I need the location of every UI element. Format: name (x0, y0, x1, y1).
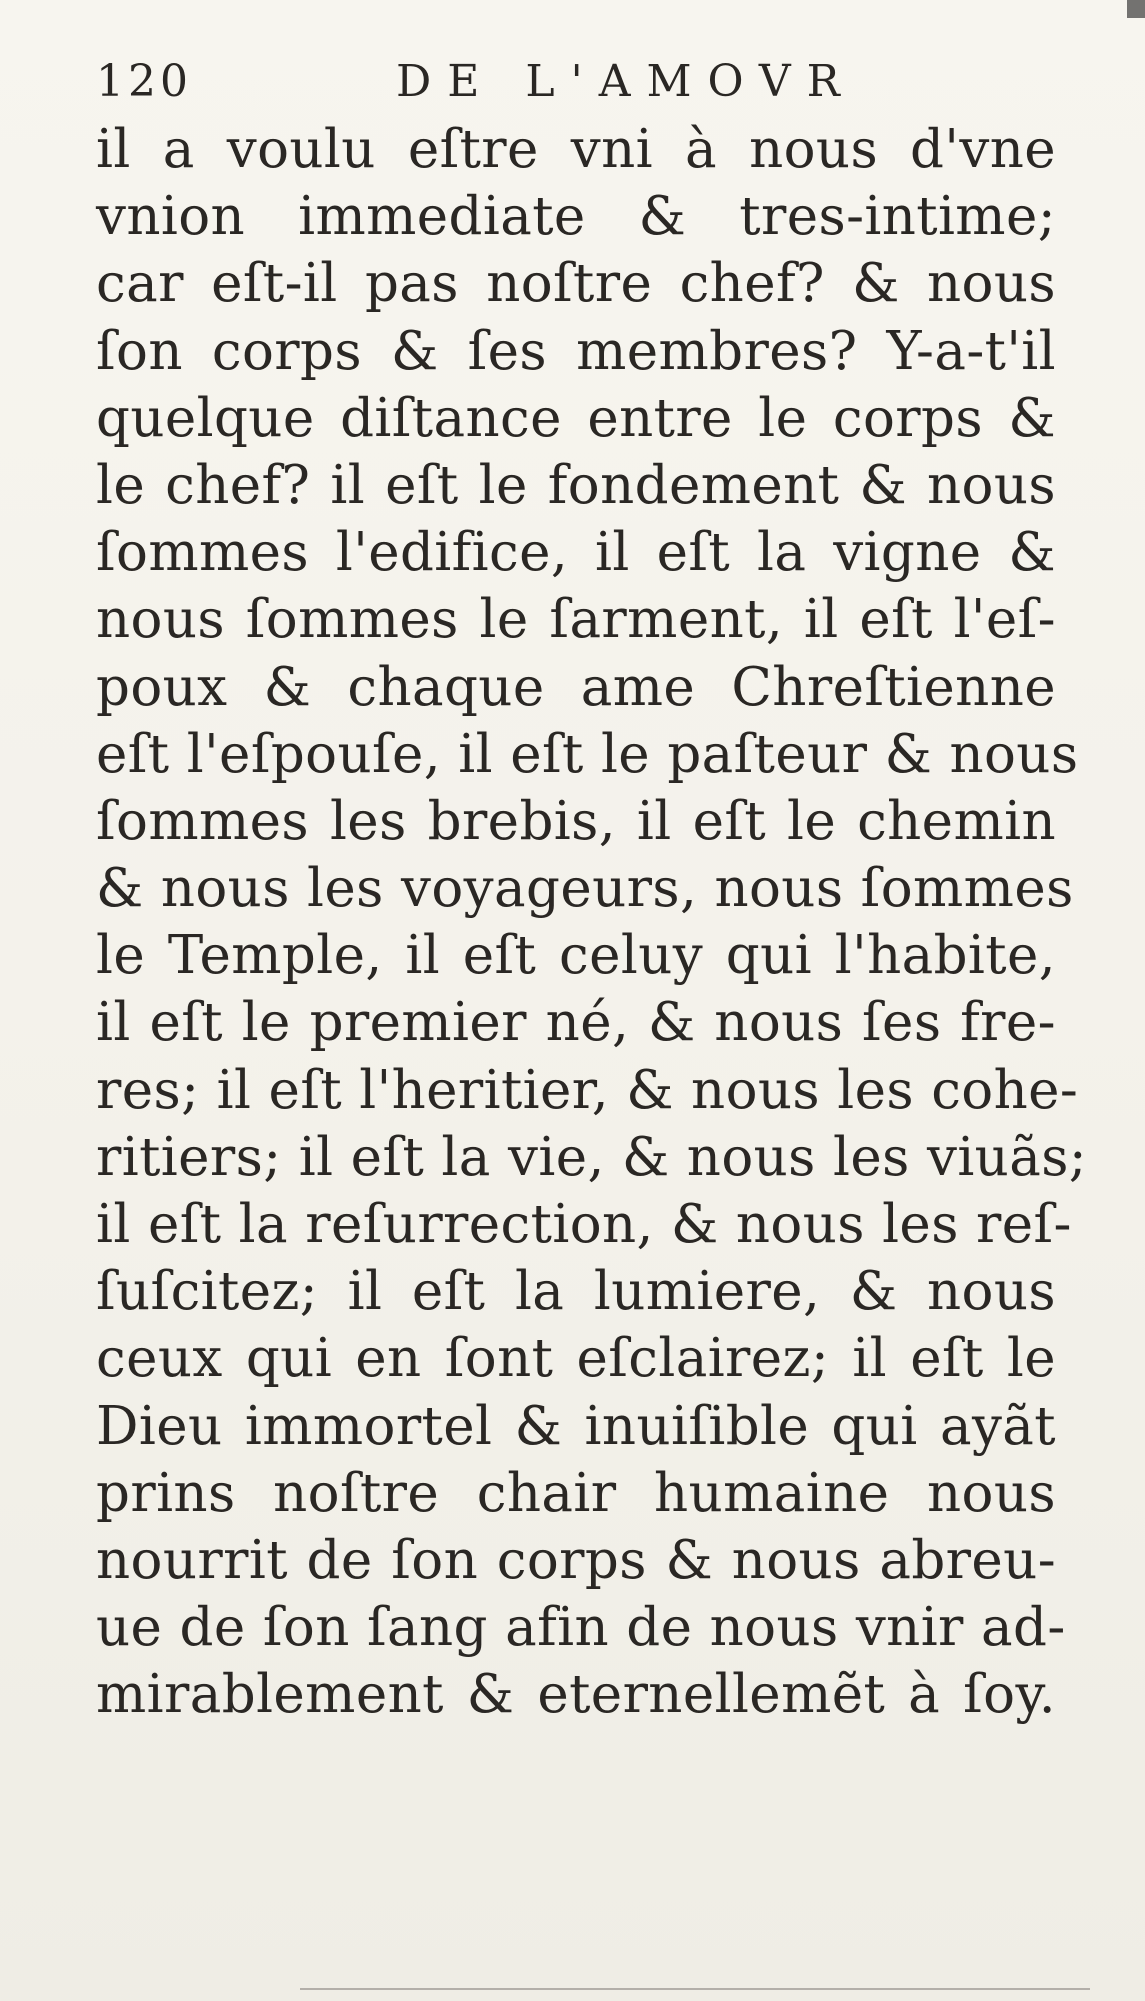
text-line: nourrit de ſon corps & nous abreu- (96, 1529, 1056, 1591)
text-line: poux & chaque ame Chreſtienne (96, 656, 1056, 718)
text-line: ſon corps & ſes membres? Y-a-t'il (96, 320, 1056, 382)
page-header (96, 52, 1056, 112)
text-line: prins noſtre chair humaine nous (96, 1462, 1056, 1524)
text-line: il a voulu eſtre vni à nous d'vne (96, 119, 1056, 180)
text-line: & nous les voyageurs, nous ſommes (96, 858, 1074, 920)
text-line: vnion immediate & tres-intime; (96, 186, 1056, 248)
text-line: il eſt le premier né, & nous ſes fre- (96, 992, 1056, 1054)
text-line: il eſt la reſurrection, & nous les reſ- (96, 1194, 1072, 1255)
text-line: ue de ſon ſang afin de nous vnir ad- (96, 1597, 1066, 1659)
text-line: ritiers; il eſt la vie, & nous les viuãs; (96, 1126, 1088, 1188)
text-line: quelque diſtance entre le corps & (96, 387, 1056, 449)
text-line: ſommes les brebis, il eſt le chemin (96, 790, 1056, 852)
running-head: DE L'AMOVR (396, 56, 856, 107)
bottom-rule (300, 1988, 1090, 1990)
text-line: mirablement & eternellemẽt à ſoy. (96, 1664, 1056, 1726)
text-line: ſommes l'edifice, il eſt la vigne & (96, 522, 1056, 584)
text-line: le chef? il eſt le fondement & nous (96, 454, 1056, 516)
text-line: Dieu immortel & inuiſible qui ayãt (96, 1395, 1056, 1457)
text-line: eſt l'eſpouſe, il eſt le paſteur & nous (96, 723, 1079, 785)
text-line: ſuſcitez; il eſt la lumiere, & nous (96, 1261, 1056, 1323)
body-text (96, 116, 1088, 1729)
text-line: car eſt-il pas noſtre chef? & nous (96, 253, 1056, 315)
text-line: le Temple, il eſt celuy qui l'habite, (96, 925, 1056, 987)
text-line: ceux qui en ſont eſclairez; il eſt le (96, 1328, 1056, 1390)
page-number: 120 (96, 56, 192, 107)
corner-mark (1127, 0, 1145, 18)
text-line: res; il eſt l'heritier, & nous les cohe- (96, 1059, 1079, 1121)
text-line: nous ſommes le ſarment, il eſt l'eſ- (96, 589, 1056, 651)
